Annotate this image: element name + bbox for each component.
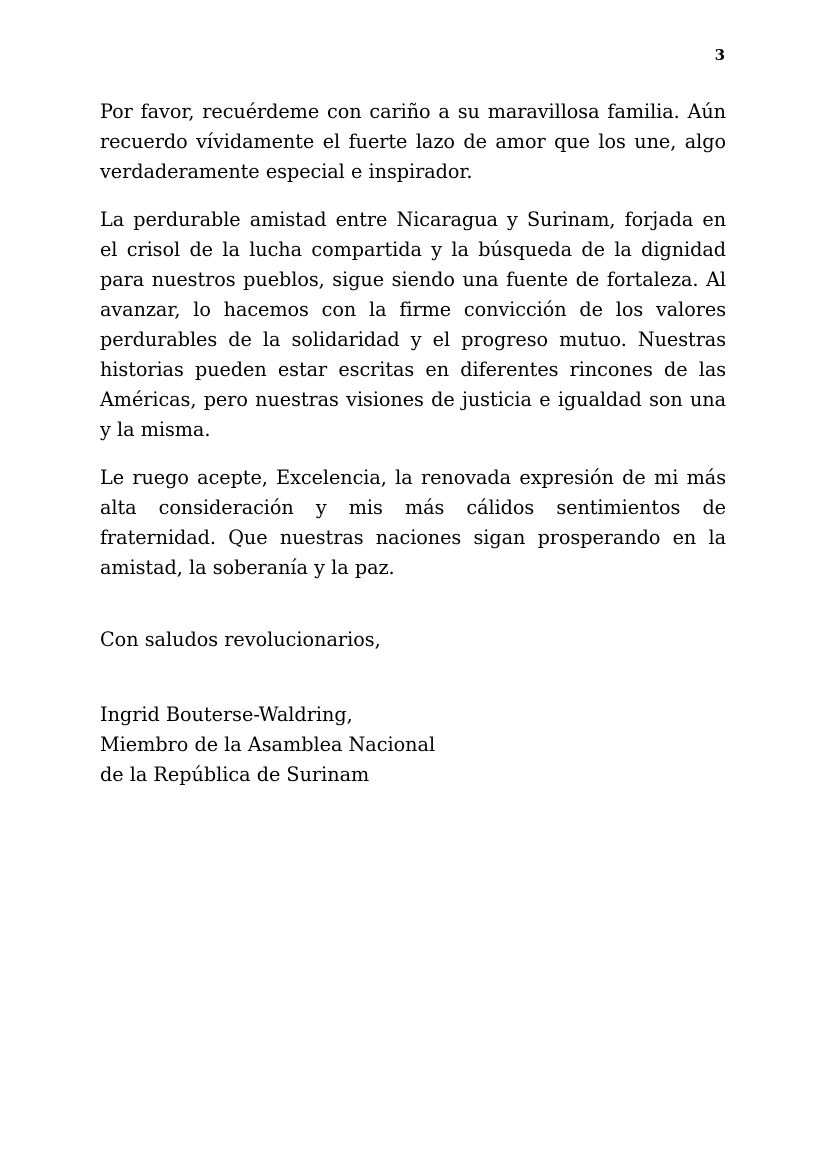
paragraph-2: La perdurable amistad entre Nicaragua y Surinam, forjada en el crisol de la lucha compartida y la búsqueda de la dignidad para nuestros pueblos, sigue siendo una fuente de fortaleza. Al avanzar, lo hacemos con la firme convicción de los valores perdurables de la solidaridad y el progreso mutuo. Nuestras historias pueden estar escritas en diferentes rincones de las Américas, pero nuestras visiones de justicia e igualdad son una y la misma. bbox=[100, 208, 726, 441]
signature-name: Ingrid Bouterse-Waldring, bbox=[100, 703, 353, 726]
letter-body bbox=[100, 97, 726, 583]
signature-title-line-1: Miembro de la Asamblea Nacional bbox=[100, 733, 436, 756]
signature-title-line-2: de la República de Surinam bbox=[100, 763, 370, 786]
signature-block bbox=[100, 700, 726, 790]
paragraph-1: Por favor, recuérdeme con cariño a su maravillosa familia. Aún recuerdo vívidamente el fuerte lazo de amor que los une, algo verdaderamente especial e inspirador. bbox=[100, 100, 726, 183]
closing-salutation: Con saludos revolucionarios, bbox=[100, 628, 381, 651]
paragraph-3: Le ruego acepte, Excelencia, la renovada expresión de mi más alta consideración y mis más cálidos sentimientos de fraternidad. Que nuestras naciones sigan prosperando en la amistad, la soberanía y la paz. bbox=[100, 466, 726, 579]
page-number: 3 bbox=[714, 46, 725, 64]
